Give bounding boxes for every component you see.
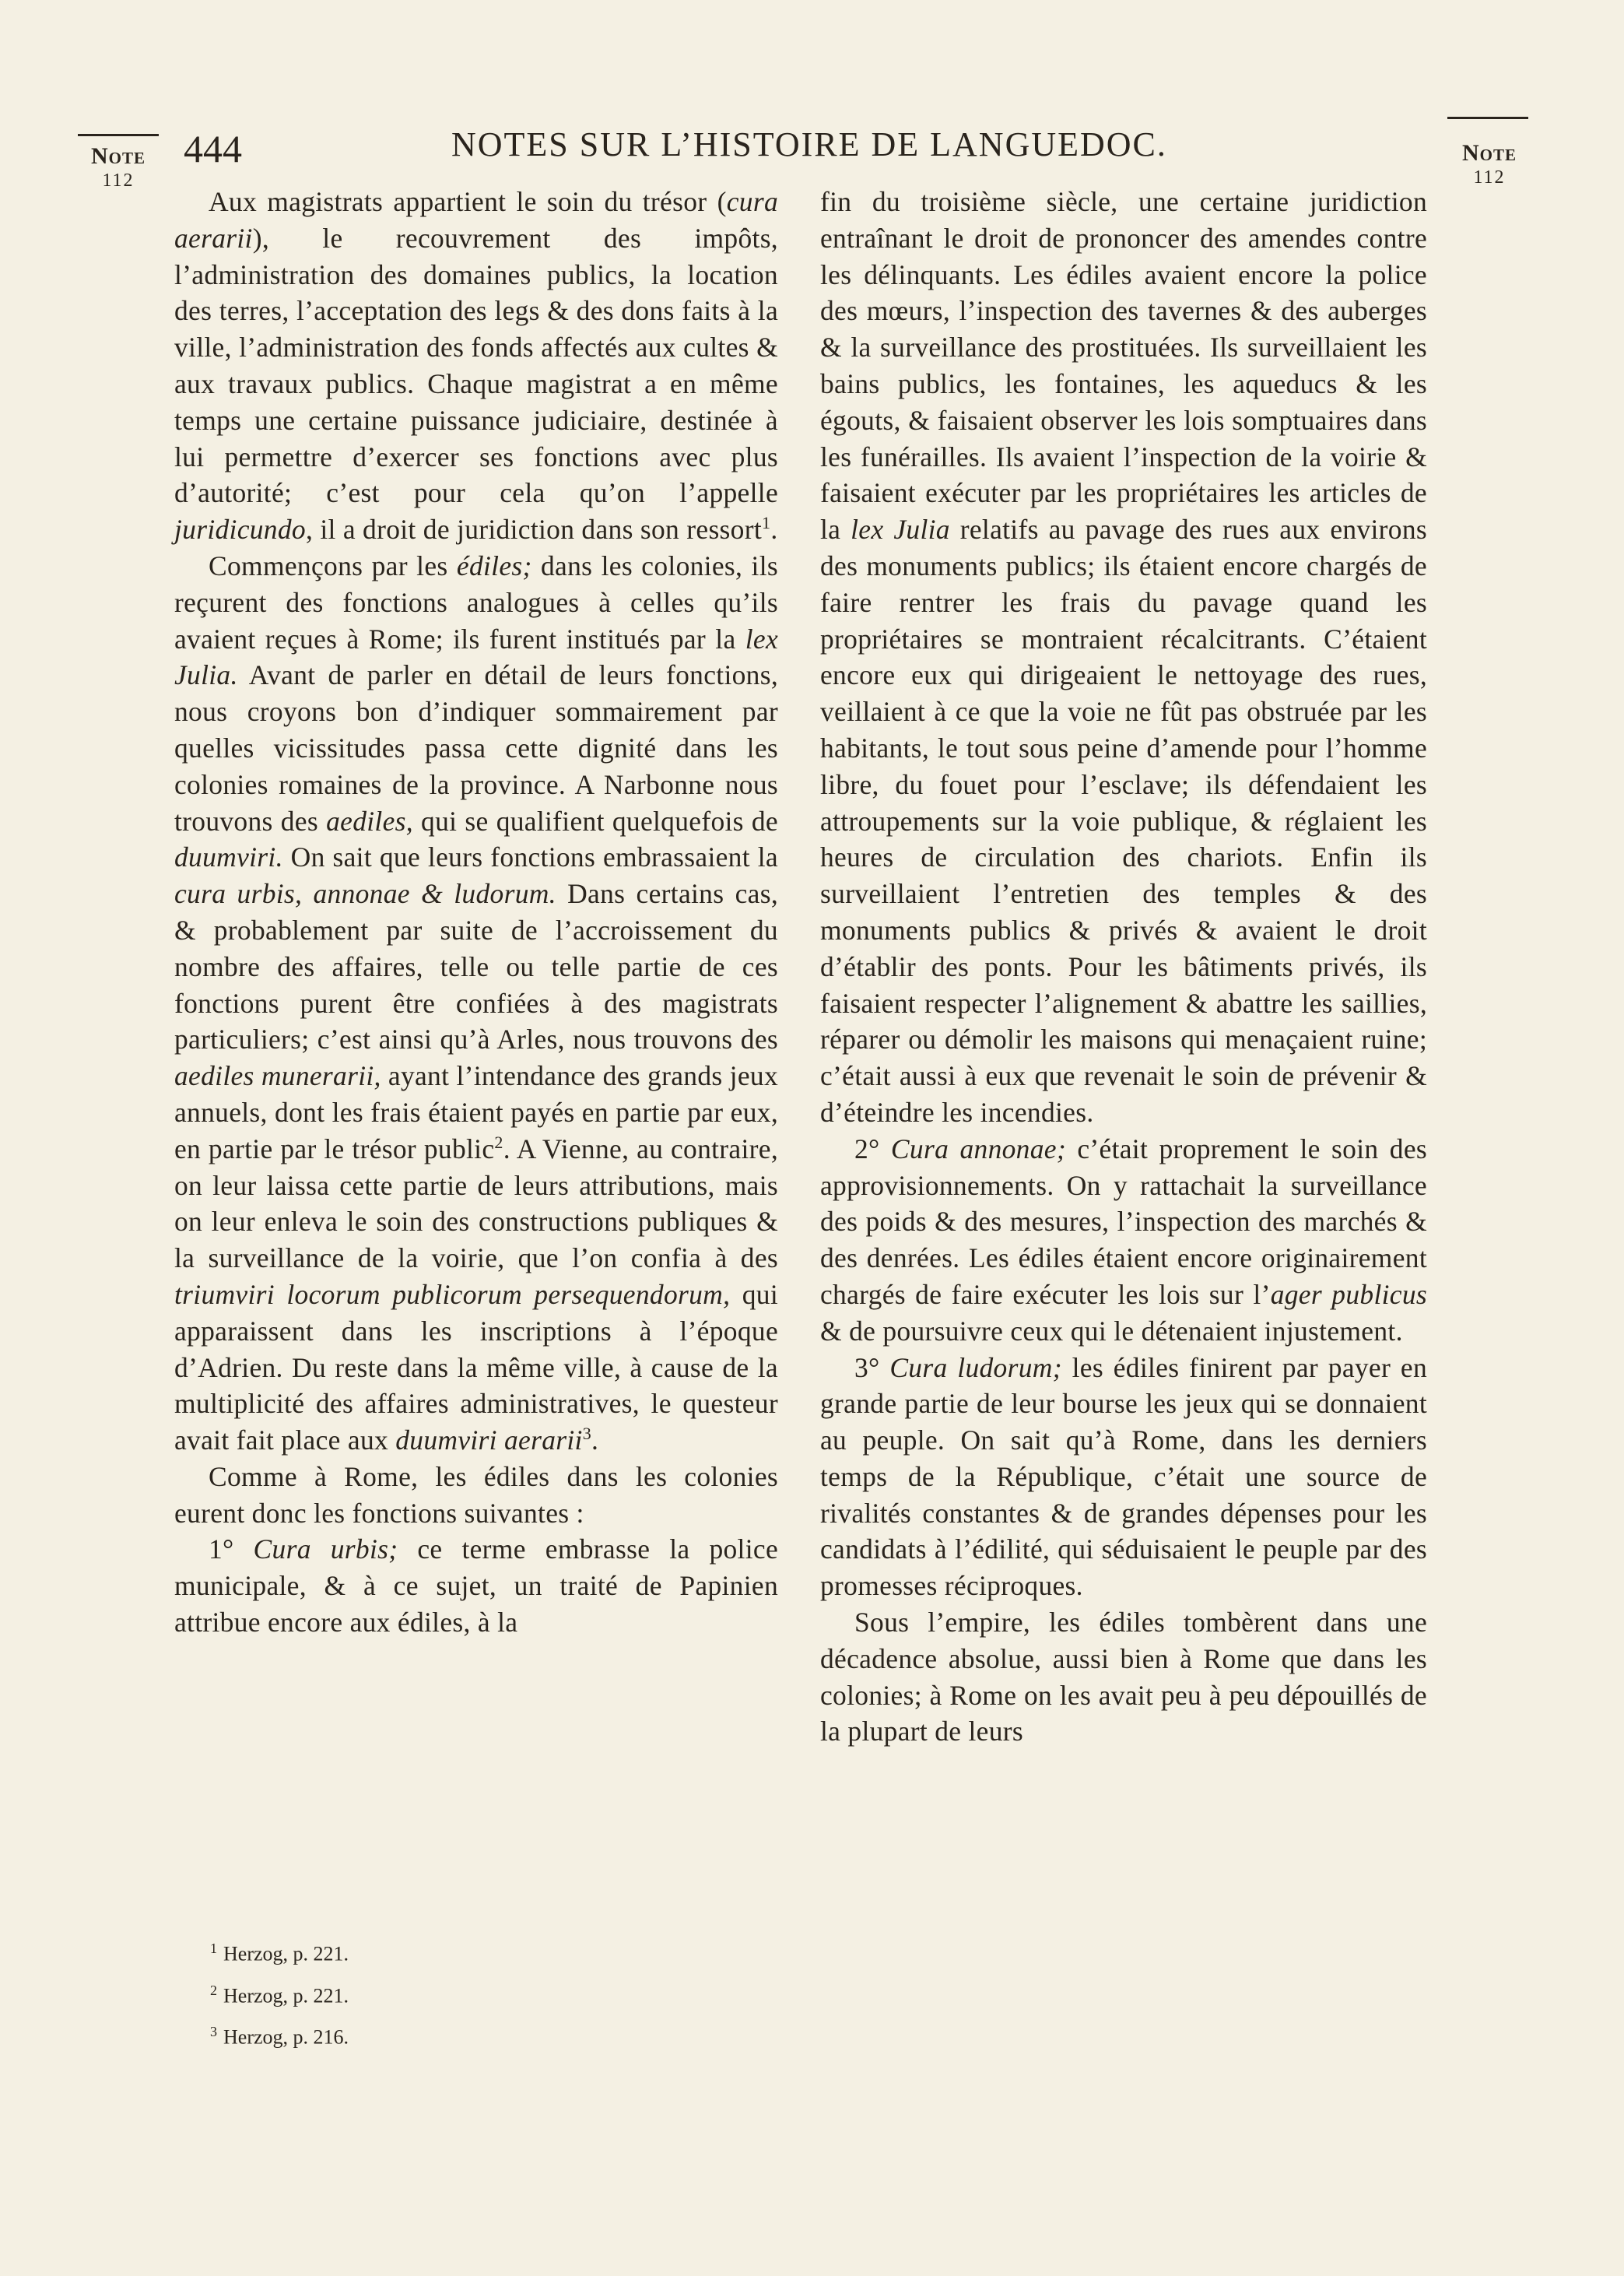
right-note-number: 112 xyxy=(1473,167,1506,188)
footnote-reference: 2 xyxy=(494,1132,503,1152)
text-run: . xyxy=(591,1424,599,1456)
footnote-text: Herzog, p. 221. xyxy=(223,1942,349,1965)
text-run: qui se qualifient quelquefois de xyxy=(412,805,778,837)
right-note-tag xyxy=(1446,140,1533,188)
text-run: dans les colonies, ils reçurent des fonctions analogues à celles qu’ils avaient reçues à Rome; ils furent institués par la xyxy=(174,550,778,655)
text-run: relatifs au pavage des rues aux environs des monuments publics; ils étaient encore chargés de faire rentrer les frais du pavage quand les propriétaires se montraient récalcitrants. C’étaient encore eux qui dirigeaient le nettoyage des rues, veillaient à ce que la voie ne fût pas obstruée par les habitants, le tout sous peine d’amende pour l’homme libre, du fouet pour l’esclave; ils défendaient les attroupements sur la voie publique, & réglaient les heures de circulation des chariots. Enfin ils surveillaient l’entretien des temples & des monuments publics & privés & avaient le droit d’établir des ponts. Pour les bâtiments privés, ils faisaient respecter l’alignement & abattre les saillies, réparer ou démolir les maisons qui menaçaient ruine; c’était aussi à eux que revenait le soin de prévenir & d’éteindre les incendies. xyxy=(820,514,1427,1128)
text-run: Dans certains cas, & probablement par suite de l’accroissement du nombre des affaires, telle ou telle partie de ces fonctions purent être confiées à des magistrats particuliers; c’est ainsi qu’à Arles, nous trouvons des xyxy=(174,878,778,1055)
left-margin-rule xyxy=(78,134,159,136)
text-run: . xyxy=(770,514,778,546)
left-note-number: 112 xyxy=(102,170,135,191)
left-column-paragraph xyxy=(174,548,778,1459)
text-run: Sous l’empire, les édiles tombèrent dans une décadence absolue, aussi bien à Rome que dans les colonies; à Rome on les avait peu à peu dépouillés de la plupart de leurs xyxy=(820,1607,1427,1747)
left-column-paragraph xyxy=(174,1531,778,1640)
italic-text: cura urbis, annonae & ludorum. xyxy=(174,878,556,910)
text-run: c’était proprement le soin des approvisionnements. On y rattachait la surveillance des poids & des mesures, l’inspection des marchés & des denrées. Les édiles étaient encore originairement chargés de faire exécuter les lois sur l’ xyxy=(820,1133,1428,1310)
italic-text: juridicundo xyxy=(174,514,306,546)
text-run: fin du troisième siècle, une certaine juridiction entraînant le droit de prononcer des amendes contre les délinquants. Les édiles avaient encore la police des mœurs, l’inspection des tavernes & des auberges & la surveillance des prostituées. Ils surveillaient les bains publics, les fontaines, les aqueducs & les égouts, & faisaient observer les lois somptuaires dans les funérailles. Ils avaient l’inspection de la voirie & faisaient exécuter par les propriétaires les articles de la xyxy=(820,186,1427,546)
text-run: ayant l’intendance des grands jeux annuels, dont les frais étaient payés en partie par eux, en partie par le trésor public xyxy=(174,1060,778,1164)
italic-text: aediles, xyxy=(326,805,413,837)
footnote-mark: 2 xyxy=(210,1982,217,1998)
italic-text: édiles; xyxy=(456,550,532,581)
footnote xyxy=(210,1930,349,1972)
text-run: Avant de parler en détail de leurs fonctions, nous croyons bon d’indiquer sommairement par quelles vicissitudes passa cette dignité dans les colonies romaines de la province. A Narbonne nous trouvons des xyxy=(174,659,778,837)
right-column-paragraph xyxy=(820,1350,1427,1605)
right-note-label: Note xyxy=(1461,140,1517,166)
text-run: On sait que leurs fonctions embrassaient la xyxy=(282,841,778,873)
italic-text: aediles munerarii, xyxy=(174,1060,381,1092)
text-run: . A Vienne, au contraire, on leur laissa cette partie de leurs attributions, mais on leur enleva le soin des constructions publiques & la surveillance de la voirie, que l’on confia à des xyxy=(174,1133,779,1274)
italic-text: duumviri aerarii xyxy=(395,1424,583,1456)
footnote-reference: 3 xyxy=(582,1424,592,1444)
text-run: 3° xyxy=(854,1351,890,1383)
footnote xyxy=(210,1972,349,2014)
running-title: NOTES SUR L’HISTOIRE DE LANGUEDOC. xyxy=(451,125,1167,163)
footnotes xyxy=(210,1930,349,2056)
italic-text: ager publicus xyxy=(1270,1278,1427,1310)
left-column-paragraph xyxy=(174,184,778,548)
text-run: Commençons par les xyxy=(209,550,457,581)
text-run: & de poursuivre ceux qui le détenaient injustement. xyxy=(820,1315,1403,1347)
footnote-mark: 3 xyxy=(210,2024,217,2040)
left-note-label: Note xyxy=(90,143,146,169)
right-column-paragraph xyxy=(820,184,1427,1131)
text-run: ce terme embrasse la police municipale, & à ce sujet, un traité de Papinien attribue encore aux édiles, à la xyxy=(174,1533,778,1639)
italic-text: Cura urbis; xyxy=(253,1533,398,1565)
left-column xyxy=(174,184,778,1641)
left-column-paragraph xyxy=(174,1459,778,1532)
right-column-paragraph xyxy=(820,1131,1427,1350)
text-run: 2° xyxy=(854,1133,891,1164)
footnote xyxy=(210,2014,349,2056)
page-number: 444 xyxy=(184,127,242,170)
left-note-tag xyxy=(75,143,162,191)
right-column xyxy=(820,184,1427,1750)
footnote-text: Herzog, p. 216. xyxy=(223,2025,349,2049)
text-run: 1° xyxy=(209,1533,254,1565)
text-run: qui apparaissent dans les inscriptions à l’époque d’Adrien. Du reste dans la même ville, à cause de la multiplicité des affaires administratives, le questeur avait fait place aux xyxy=(174,1278,778,1456)
italic-text: lex Julia. xyxy=(174,623,778,691)
text-run: Aux magistrats appartient le soin du trésor ( xyxy=(209,186,727,217)
footnote-reference: 1 xyxy=(762,513,771,533)
right-column-paragraph xyxy=(820,1604,1427,1750)
italic-text: Cura annonae; xyxy=(890,1133,1066,1164)
italic-text: Cura ludorum; xyxy=(889,1351,1062,1383)
footnote-text: Herzog, p. 221. xyxy=(223,1984,349,2007)
text-run: les édiles finirent par payer en grande partie de leur bourse les jeux qui se donnaient au peuple. On sait qu’à Rome, dans les derniers temps de la République, c’était une source de rivalités constantes & de grandes dépenses pour les candidats à l’édilité, qui séduisaient le peuple par des promesses réciproques. xyxy=(820,1351,1427,1602)
italic-text: cura aerarii xyxy=(174,186,778,254)
footnote-mark: 1 xyxy=(210,1941,217,1956)
italic-text: duumviri. xyxy=(174,841,283,873)
text-run: , il a droit de juridiction dans son ressort xyxy=(305,514,763,546)
right-margin-rule xyxy=(1447,117,1528,119)
text-run: Comme à Rome, les édiles dans les colonies eurent donc les fonctions suivantes : xyxy=(174,1460,778,1529)
italic-text: triumviri locorum publicorum persequendorum, xyxy=(174,1278,731,1310)
text-run: ), le recouvrement des impôts, l’administration des domaines publics, la location des terres, l’acceptation des legs & des dons faits à la ville, l’administration des fonds affectés aux cultes & aux travaux publics. Chaque magistrat a en même temps une certaine puissance judiciaire, destinée à lui permettre d’exercer ses fonctions avec plus d’autorité; c’est pour cela qu’on l’appelle xyxy=(174,222,778,509)
italic-text: lex Julia xyxy=(851,514,950,546)
